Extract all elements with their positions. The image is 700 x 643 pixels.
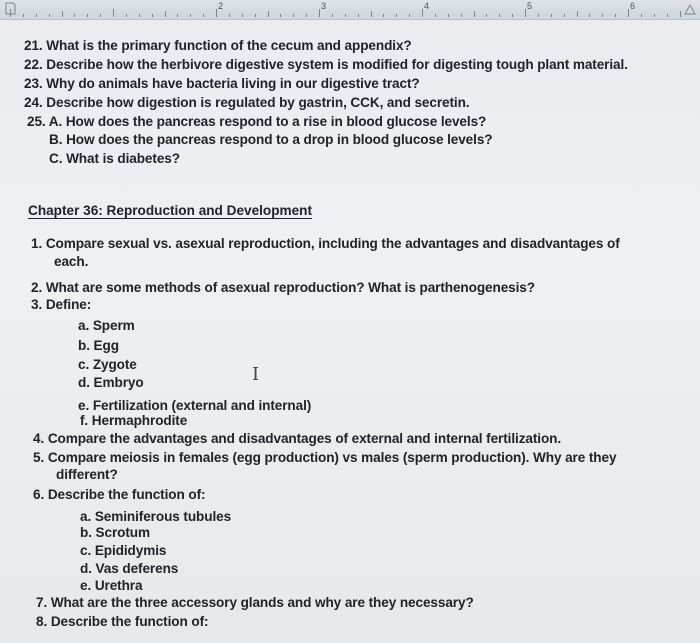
ruler-tick	[49, 14, 50, 17]
ruler-tick	[126, 14, 127, 17]
ruler-tick	[538, 14, 539, 17]
chapter36-q6a: a. Seminiferous tubules	[80, 509, 232, 524]
ruler-tick	[474, 11, 475, 17]
ruler-tick	[10, 9, 11, 17]
chapter36-q6: 6. Describe the function of:	[33, 487, 206, 502]
question-25c: C. What is diabetes?	[49, 151, 180, 166]
ruler-tick	[435, 14, 436, 17]
ruler-tick	[203, 14, 204, 17]
ruler-tick	[641, 14, 642, 17]
ruler-tick	[680, 11, 681, 17]
ruler-tick	[152, 14, 153, 17]
chapter36-q3: 3. Define:	[31, 297, 92, 312]
ruler-tick	[139, 14, 140, 17]
ruler-number: 4	[424, 1, 430, 11]
ruler-tick	[332, 14, 333, 17]
ruler	[0, 0, 700, 20]
ruler-tick	[512, 14, 513, 17]
ruler-tick	[177, 14, 178, 17]
ruler-tick	[589, 14, 590, 17]
ruler-tick	[280, 14, 281, 17]
chapter36-q3a: a. Sperm	[78, 318, 135, 333]
chapter36-q3f: f. Hermaphrodite	[80, 413, 188, 428]
ruler-tick	[229, 14, 230, 17]
ruler-tick	[602, 14, 603, 17]
chapter36-q6b: b. Scrotum	[80, 525, 150, 540]
ruler-tick	[100, 14, 101, 17]
question-23: 23. Why do animals have bacteria living in our digestive tract?	[24, 76, 420, 91]
chapter36-q6e: e. Urethra	[80, 578, 143, 593]
chapter36-q3b: b. Egg	[78, 338, 119, 353]
ruler-tick	[216, 9, 217, 17]
ruler-number: 5	[527, 1, 533, 11]
chapter36-q4: 4. Compare the advantages and disadvantages of external and internal fertilization.	[33, 431, 562, 446]
right-indent-marker-icon[interactable]	[684, 2, 696, 15]
ruler-tick	[461, 14, 462, 17]
chapter36-q2: 2. What are some methods of asexual reproduction? What is parthenogenesis?	[31, 280, 535, 295]
chapter36-q5-cont: different?	[56, 467, 118, 482]
ruler-tick	[62, 11, 63, 17]
ruler-tick	[577, 11, 578, 17]
chapter36-q6d: d. Vas deferens	[80, 561, 179, 576]
ruler-tick	[319, 9, 320, 17]
ruler-tick	[383, 14, 384, 17]
chapter36-q7: 7. What are the three accessory glands and why are they necessary?	[36, 595, 474, 610]
chapter36-q1-cont: each.	[54, 254, 89, 269]
question-25a: 25. A. How does the pancreas respond to a rise in blood glucose levels?	[27, 114, 487, 129]
question-21: 21. What is the primary function of the cecum and appendix?	[24, 38, 412, 53]
chapter36-q3c: c. Zygote	[78, 357, 137, 372]
text-cursor-icon: I	[252, 364, 260, 385]
ruler-tick	[306, 14, 307, 17]
ruler-tick	[113, 9, 114, 17]
question-25b: B. How does the pancreas respond to a drop in blood glucose levels?	[49, 132, 493, 147]
ruler-tick	[486, 14, 487, 17]
ruler-tick	[371, 11, 372, 17]
ruler-tick	[422, 9, 423, 17]
chapter36-q3d: d. Embryo	[78, 375, 144, 390]
ruler-tick	[409, 14, 410, 17]
ruler-tick	[255, 14, 256, 17]
ruler-tick	[396, 14, 397, 17]
ruler-tick	[74, 14, 75, 17]
ruler-tick	[448, 14, 449, 17]
ruler-tick	[358, 14, 359, 17]
chapter36-q3e: e. Fertilization (external and internal)	[78, 398, 312, 413]
ruler-tick	[615, 14, 616, 17]
ruler-tick	[551, 14, 552, 17]
ruler-tick	[268, 11, 269, 17]
ruler-tick	[654, 14, 655, 17]
ruler-tick	[667, 14, 668, 17]
ruler-number: 2	[218, 1, 224, 11]
chapter36-q8: 8. Describe the function of:	[36, 614, 209, 629]
ruler-tick	[564, 14, 565, 17]
question-22: 22. Describe how the herbivore digestive system is modified for digesting tough plant material.	[24, 57, 628, 72]
chapter-heading: Chapter 36: Reproduction and Development	[28, 203, 312, 218]
ruler-tick	[242, 14, 243, 17]
ruler-number: 3	[321, 1, 327, 11]
chapter36-q6c: c. Epididymis	[80, 543, 167, 558]
ruler-tick	[628, 9, 629, 17]
ruler-tick	[499, 14, 500, 17]
ruler-tick	[345, 14, 346, 17]
question-24: 24. Describe how digestion is regulated by gastrin, CCK, and secretin.	[24, 95, 470, 110]
ruler-number: 6	[630, 1, 636, 11]
ruler-tick	[525, 9, 526, 17]
ruler-tick	[23, 14, 24, 17]
ruler-tick	[87, 14, 88, 17]
chapter36-q1: 1. Compare sexual vs. asexual reproduction, including the advantages and disadvantages of	[31, 236, 620, 251]
ruler-tick	[293, 14, 294, 17]
ruler-tick	[190, 14, 191, 17]
chapter36-q5: 5. Compare meiosis in females (egg production) vs males (sperm production). Why are they	[33, 450, 617, 465]
ruler-tick	[165, 11, 166, 17]
ruler-tick	[36, 14, 37, 17]
